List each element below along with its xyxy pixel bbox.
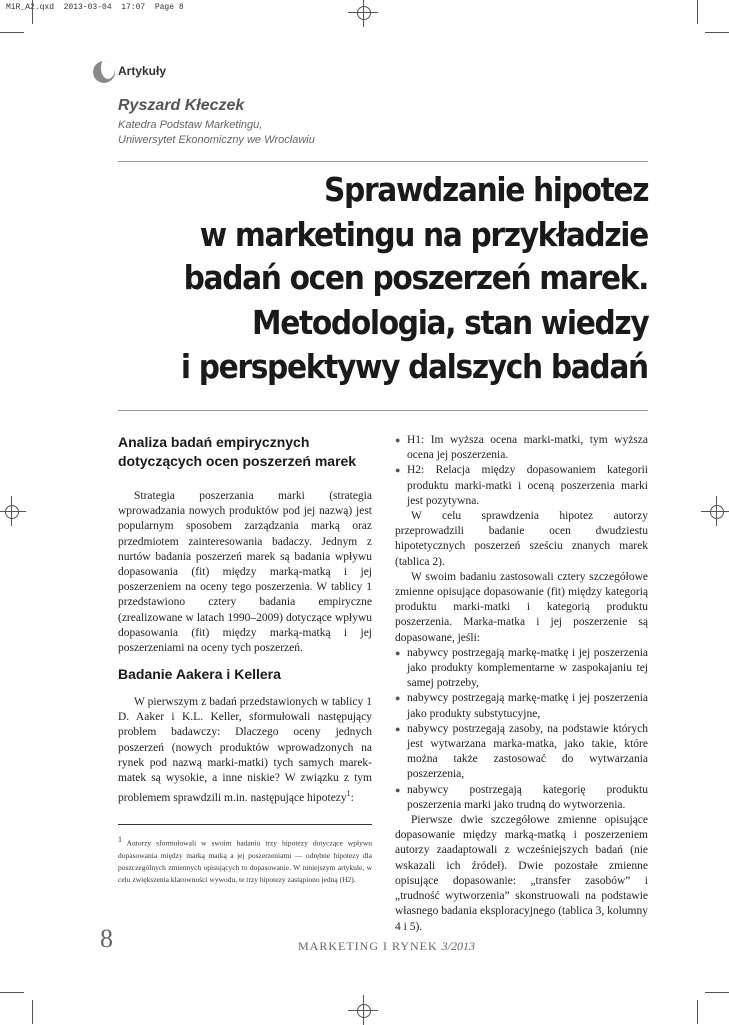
list-item: ● nabywcy postrzegają markę-matkę i jej poszerzenia jako produkty substytucyjne,	[395, 691, 648, 721]
paragraph-text: W celu sprawdzenia hipotez autorzy przeprowadzili badanie ocen dwudziestu hipotetycznych poszerzeń sześciu znanych marek (tablica 2).	[395, 510, 648, 568]
list-item: ● H2: Relacja między dopasowaniem kategorii produktu marki-matki i oceną poszerzenia marki jest pozytywna.	[395, 463, 648, 509]
section-heading-line: Analiza badań empirycznych	[118, 434, 310, 450]
hypotheses-list	[395, 433, 648, 509]
paragraph-text-end: :	[350, 792, 354, 805]
paragraph-text	[118, 695, 372, 806]
title-line: w marketingu na przykładzie	[199, 215, 648, 254]
list-item: ● nabywcy postrzegają kategorię produktu poszerzenia marki jako trudną do wytworzenia.	[395, 783, 648, 813]
crop-mark	[32, 0, 33, 24]
paragraph-text-body: W pierwszym z badań przedstawionych w tablicy 1 D. Aaker i K.L. Keller, sformułowali następujący problem badawczy: Dlaczego oceny jednych poszerzeń (nowych produktów wprowadzonych na rynek pod nazwą marki-matki) tych samych marek-matek są wysokie, a inne niskie? W związku z tym problemem sprawdzili m.in. następujące hipotezy	[118, 696, 372, 805]
section-label: Artykuły	[118, 64, 167, 78]
paragraph-text: Pierwsze dwie szczegółowe zmienne opisujące dopasowanie między marką-matką i poszerzeniem autorzy zaadaptowali z wcześniejszych badań (nie wskazali ich źródeł). Dwie pozostałe zmienne opisujące dopasowanie: „transfer zasobów” i „trudność wytworzenia” skonstruowali na podstawie własnego badania eksploracyjnego (tablica 3, kolumny 4 i 5).	[395, 814, 648, 933]
crop-mark	[697, 1000, 698, 1024]
crop-mark	[705, 992, 729, 993]
journal-footer	[298, 939, 475, 954]
list-item: ● nabywcy postrzegają zasoby, na podstawie których jest wytwarzana marka-matka, jako takie, które można także zastosować do wytwarzania poszerzenia,	[395, 722, 648, 783]
crop-mark	[705, 32, 729, 33]
paragraph-text: Strategia poszerzania marki (strategia wprowadzania nowych produktów pod jej nazwą) jest popularnym sposobem zarządzania marką oraz przedmiotem zainteresowania badaczy. Jednym z nurtów badania poszerzeń marek są badania wpływu dopasowania (fit) między marką-matką i jej poszerzeniem na oceny tego poszerzenia. W tablicy 1 przedstawiono cztery badania empiryczne (zrealizowane w latach 1990–2009) dotyczące wpływu dopasowania (fit) między marką-matką i jej poszerzeniami na oceny tych poszerzeń.	[118, 490, 372, 655]
right-column	[395, 433, 648, 935]
footnote-rule	[118, 824, 372, 825]
crop-mark	[697, 0, 698, 24]
page-number: 8	[100, 924, 113, 953]
author-affiliation: Katedra Podstaw Marketingu,	[118, 119, 263, 131]
title-line: badań ocen poszerzeń marek.	[183, 258, 648, 297]
title-line: Metodologia, stan wiedzy	[251, 303, 648, 342]
section-swirl-icon	[93, 61, 115, 83]
author-affiliation: Uniwersytet Ekonomiczny we Wrocławiu	[118, 134, 315, 146]
footnote-number: 1	[118, 835, 122, 844]
footnote-reference[interactable]: 1	[346, 789, 351, 799]
header-rule	[118, 161, 648, 162]
title-rule	[118, 410, 648, 411]
crop-mark	[32, 1000, 33, 1024]
conditions-list	[395, 646, 648, 813]
title-line: i perspektywy dalszych badań	[181, 347, 648, 386]
printer-slug: MiR_A2.qxd 2013-03-04 17:07 Page 8	[6, 3, 184, 12]
paragraph-text: W swoim badaniu zastosowali cztery szczegółowe zmienne opisujące dopasowanie (fit) między kategorią produktu marki-matki i kategorią produktu poszerzenia. Marka-matka i jej poszerzenie są dopasowane, jeśli:	[395, 570, 648, 644]
journal-issue: 3/2013	[441, 939, 476, 953]
list-item: ● nabywcy postrzegają markę-matkę i jej poszerzenia jako produkty komplementarne w zaspokajaniu tej samej potrzeby,	[395, 646, 648, 692]
footnote	[118, 834, 372, 886]
footnote-text: Autorzy sformułowali w swoim badaniu trzy hipotezy dotyczące wpływu dopasowania między marką matką a jej poszerzeniami — odrębne hipotezy dla poszczególnych zmiennych opisujących to dopasowanie. W niniejszym artykule, w celu zwiększenia klarowności wywodu, te trzy hipotezy zastąpiono jedną (H2).	[118, 838, 372, 884]
journal-name: MARKETING I RYNEK	[298, 939, 438, 953]
section-heading-line: dotyczących ocen poszerzeń marek	[118, 453, 357, 469]
body-paragraph	[118, 489, 372, 656]
crop-mark	[0, 992, 24, 993]
section-heading	[118, 433, 356, 471]
list-item: ● H1: Im wyższa ocena marki-matki, tym wyższa ocena jej poszerzenia.	[395, 433, 648, 463]
author-name: Ryszard Kłeczek	[118, 97, 245, 114]
crop-mark	[0, 32, 24, 33]
body-paragraph	[118, 695, 372, 806]
section-heading: Badanie Aakera i Kellera	[118, 666, 281, 682]
title-line: Sprawdzanie hipotez	[323, 170, 648, 209]
